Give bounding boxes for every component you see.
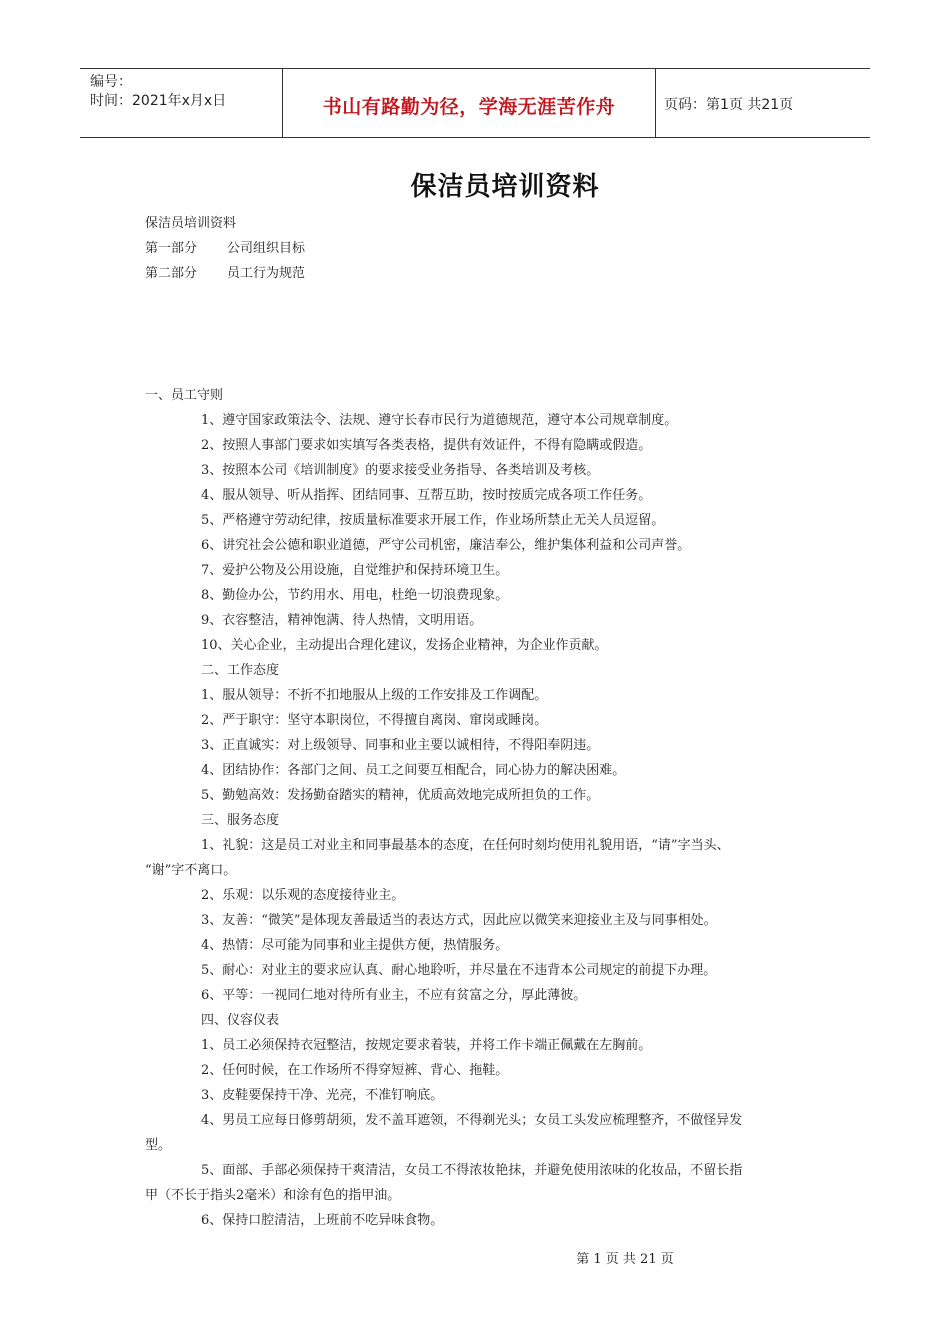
header-motto: 书山有路勤为径，学海无涯苦作舟: [282, 69, 656, 137]
paragraph-line: 7、爱护公物及公用设施，自觉维护和保持环境卫生。: [201, 563, 509, 578]
section-heading: 三、服务态度: [201, 813, 280, 828]
paragraph-line: 5、耐心：对业主的要求应认真、耐心地聆听，并尽量在不违背本公司规定的前提下办理。: [201, 963, 717, 978]
paragraph-line: 4、团结协作：各部门之间、员工之间要互相配合，同心协力的解决困难。: [201, 763, 626, 778]
section-heading: 二、工作态度: [201, 663, 280, 678]
paragraph-line: 型。: [145, 1138, 172, 1153]
header-page-info: 页码：第1页 共21页: [664, 97, 794, 113]
paragraph-line: 3、按照本公司《培训制度》的要求接受业务指导、各类培训及考核。: [201, 463, 600, 478]
paragraph-line: 3、正直诚实：对上级领导、同事和业主要以诚相待，不得阳奉阴违。: [201, 738, 600, 753]
toc-line-left: 保洁员培训资料: [145, 216, 237, 231]
serial-number-label: 编号：: [90, 74, 132, 90]
toc-line: [145, 262, 305, 281]
header-meta-cell: [80, 69, 282, 137]
paragraph-line: “谢”字不离口。: [145, 863, 237, 878]
page-footer: 第 1 页 共 21 页: [576, 1252, 674, 1267]
toc-line-left: 第一部分: [145, 241, 198, 256]
paragraph-line: 2、严于职守：坚守本职岗位，不得擅自离岗、窜岗或睡岗。: [201, 713, 548, 728]
paragraph-line: 6、平等：一视同仁地对待所有业主，不应有贫富之分，厚此薄彼。: [201, 988, 587, 1003]
toc-line: [145, 212, 236, 231]
paragraph-line: 9、衣容整洁，精神饱满、待人热情，文明用语。: [201, 613, 483, 628]
paragraph-line: 5、严格遵守劳动纪律，按质量标准要求开展工作，作业场所禁止无关人员逗留。: [201, 513, 665, 528]
paragraph-line: 4、服从领导、听从指挥、团结同事、互帮互助，按时按质完成各项工作任务。: [201, 488, 652, 503]
toc-line-right: 员工行为规范: [227, 266, 306, 281]
paragraph-line: 8、勤俭办公，节约用水、用电，杜绝一切浪费现象。: [201, 588, 509, 603]
paragraph-line: 1、礼貌：这是员工对业主和同事最基本的态度，在任何时刻均使用礼貌用语，“请”字当头、: [201, 838, 730, 853]
paragraph-line: 2、乐观：以乐观的态度接待业主。: [201, 888, 405, 903]
paragraph-line: 6、讲究社会公德和职业道德，严守公司机密，廉洁奉公，维护集体利益和公司声誉。: [201, 538, 691, 553]
paragraph-line: 5、面部、手部必须保持干爽清洁，女员工不得浓妆艳抹，并避免使用浓味的化妆品，不留长指: [201, 1163, 743, 1178]
paragraph-line: 10、关心企业，主动提出合理化建议，发扬企业精神，为企业作贡献。: [201, 638, 608, 653]
document-header: [80, 68, 870, 138]
paragraph-line: 2、按照人事部门要求如实填写各类表格，提供有效证件，不得有隐瞒或假造。: [201, 438, 652, 453]
paragraph-line: 1、服从领导：不折不扣地服从上级的工作安排及工作调配。: [201, 688, 548, 703]
date-label: 时间：2021年x月x日: [90, 93, 227, 109]
section-heading: 四、仪容仪表: [201, 1013, 280, 1028]
paragraph-line: 3、皮鞋要保持干净、光亮，不准钉响底。: [201, 1088, 444, 1103]
paragraph-line: 1、员工必须保持衣冠整洁，按规定要求着装，并将工作卡端正佩戴在左胸前。: [201, 1038, 652, 1053]
paragraph-line: 甲（不长于指头2毫米）和涂有色的指甲油。: [145, 1188, 401, 1203]
paragraph-line: 1、遵守国家政策法令、法规、遵守长春市民行为道德规范，遵守本公司规章制度。: [201, 413, 678, 428]
toc-line: [145, 237, 305, 256]
paragraph-line: 3、友善：“微笑”是体现友善最适当的表达方式，因此应以微笑来迎接业主及与同事相处。: [201, 913, 717, 928]
paragraph-line: 4、热情：尽可能为同事和业主提供方便，热情服务。: [201, 938, 509, 953]
paragraph-line: 5、勤勉高效：发扬勤奋踏实的精神，优质高效地完成所担负的工作。: [201, 788, 600, 803]
paragraph-line: 6、保持口腔清洁，上班前不吃异味食物。: [201, 1213, 444, 1228]
paragraph-line: 2、任何时候，在工作场所不得穿短裤、背心、拖鞋。: [201, 1063, 509, 1078]
toc-line-right: 公司组织目标: [227, 241, 306, 256]
paragraph-line: 4、男员工应每日修剪胡须，发不盖耳遮领，不得剃光头；女员工头发应梳理整齐，不做怪异发: [201, 1113, 743, 1128]
document-title: 保洁员培训资料: [410, 172, 600, 202]
toc-line-left: 第二部分: [145, 266, 198, 281]
section-heading: 一、员工守则: [145, 388, 224, 403]
